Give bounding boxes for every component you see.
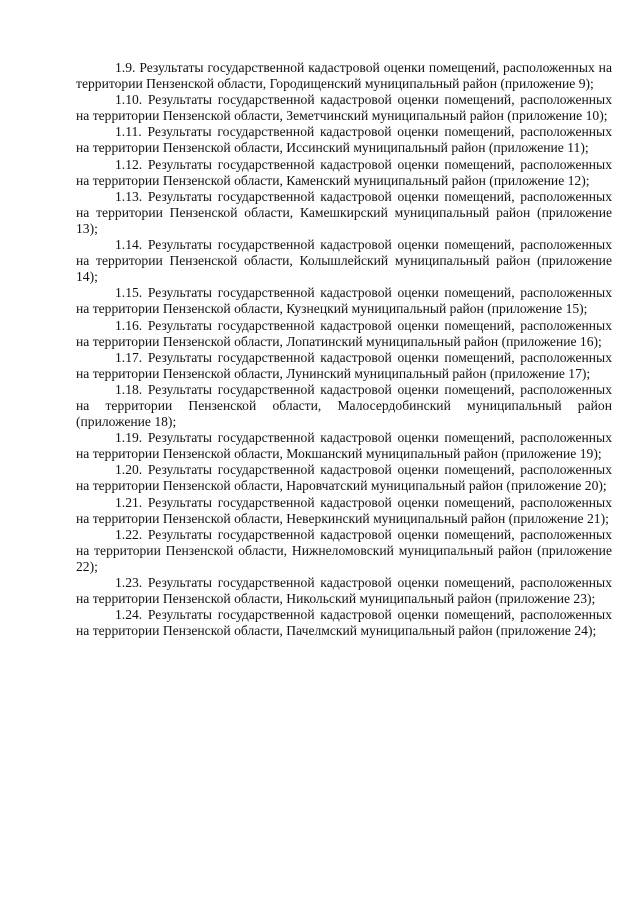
- paragraph-1-15: 1.15. Результаты государственной кадастровой оценки помещений, расположенных на территории Пензенской области, Кузнецкий муниципальный район (приложение 15);: [76, 285, 612, 317]
- paragraph-1-17: 1.17. Результаты государственной кадастровой оценки помещений, расположенных на территории Пензенской области, Лунинский муниципальный район (приложение 17);: [76, 349, 612, 381]
- paragraph-1-24: 1.24. Результаты государственной кадастровой оценки помещений, расположенных на территории Пензенской области, Пачелмский муниципальный район (приложение 24);: [76, 607, 612, 639]
- paragraph-1-20: 1.20. Результаты государственной кадастровой оценки помещений, расположенных на территории Пензенской области, Наровчатский муниципальный район (приложение 20);: [76, 462, 612, 494]
- paragraph-1-14: 1.14. Результаты государственной кадастровой оценки помещений, расположенных на территории Пензенской области, Колышлейский муниципальный район (приложение 14);: [76, 237, 612, 285]
- paragraph-1-23: 1.23. Результаты государственной кадастровой оценки помещений, расположенных на территории Пензенской области, Никольский муниципальный район (приложение 23);: [76, 575, 612, 607]
- paragraph-1-10: 1.10. Результаты государственной кадастровой оценки помещений, расположенных на территории Пензенской области, Земетчинский муниципальный район (приложение 10);: [76, 92, 612, 124]
- paragraph-1-18: 1.18. Результаты государственной кадастровой оценки помещений, расположенных на территории Пензенской области, Малосердобинский муниципальный район (приложение 18);: [76, 381, 612, 430]
- paragraph-1-9: 1.9. Результаты государственной кадастровой оценки помещений, расположенных на территории Пензенской области, Городищенский муниципальный район (приложение 9);: [76, 60, 612, 92]
- paragraph-1-16: 1.16. Результаты государственной кадастровой оценки помещений, расположенных на территории Пензенской области, Лопатинский муниципальный район (приложение 16);: [76, 317, 612, 349]
- paragraph-1-22: 1.22. Результаты государственной кадастровой оценки помещений, расположенных на территории Пензенской области, Нижнеломовский муниципальный район (приложение 22);: [76, 526, 612, 574]
- document-page: [76, 60, 612, 639]
- paragraph-1-11: 1.11. Результаты государственной кадастровой оценки помещений, расположенных на территории Пензенской области, Иссинский муниципальный район (приложение 11);: [76, 124, 612, 156]
- paragraph-1-12: 1.12. Результаты государственной кадастровой оценки помещений, расположенных на территории Пензенской области, Каменский муниципальный район (приложение 12);: [76, 156, 612, 188]
- paragraph-1-13: 1.13. Результаты государственной кадастровой оценки помещений, расположенных на территории Пензенской области, Камешкирский муниципальный район (приложение 13);: [76, 188, 612, 236]
- paragraph-1-21: 1.21. Результаты государственной кадастровой оценки помещений, расположенных на территории Пензенской области, Неверкинский муниципальный район (приложение 21);: [76, 494, 612, 526]
- paragraph-1-19: 1.19. Результаты государственной кадастровой оценки помещений, расположенных на территории Пензенской области, Мокшанский муниципальный район (приложение 19);: [76, 430, 612, 462]
